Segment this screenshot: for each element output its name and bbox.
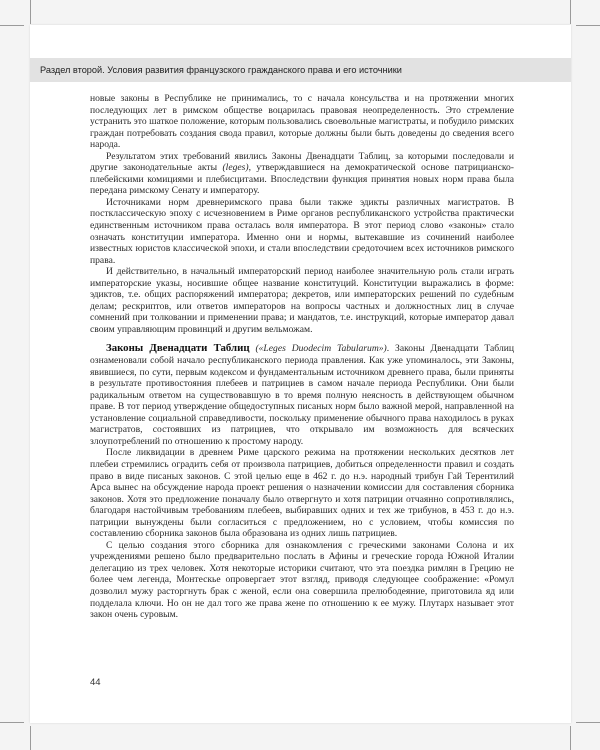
paragraph-2-leges: (leges) (222, 162, 249, 174)
crop-mark-bottom-left-h (0, 722, 24, 723)
section-heading-latin: («Leges Duodecim Tabularum») (255, 343, 387, 355)
running-header (30, 58, 571, 82)
paragraph-3: Источниками норм древнеримского права были также эдикты различных магистратов. В постклассическую эпоху с исчезновением в Риме органов республиканского устройства практически единственным источником права осталась воля императора. В этот период слово «законы» стало означать конституции императора. Именно они и нормы, вытекавшие из сочинений наиболее известных юристов классической эпохи, и стали впоследствии средоточием всех источников римского права. (90, 196, 514, 266)
book-page (30, 25, 571, 723)
crop-mark-top-left-h (0, 25, 24, 26)
paragraph-5-text: . Законы Двенадцати Таблиц ознаменовали собой начало республиканского периода правления. Как уже упоминалось, эти Законы, явившиеся, по сути, первым кодексом и фундаментальным источником древнего права, были приняты в результате противостояния плебеев и патрициев в самом начале периода Республики. Они были радикальным ответом на существовавшую в то время полную неясность в действующем обычном праве. В тот период утверждение общедоступных писаных норм было важной мерой, направленной на установление социальной справедливости, поскольку применение обычного права находилось в руках магистратов, состоявших из патрициев, что открывало им возможность для всяческих злоупотреблений по отношению к простому народу. (90, 343, 514, 447)
running-header-title: Раздел второй. Условия развития французского гражданского права и его источники (40, 65, 402, 75)
paragraph-2-text-a: Результатом этих требований явились Законы Двенадцати Таблиц, за которыми последовали и другие законодательные акты (90, 150, 514, 174)
crop-mark-top-right-h (576, 25, 600, 26)
page-body (90, 93, 514, 658)
paragraph-7: С целью создания этого сборника для ознакомления с греческими законами Солона и их учреждениями решено было предварительно послать в Афины и греческие города Южной Италии делегацию из трех человек. Хотя некоторые историки считают, что эта поездка римлян в Грецию не более чем легенда, Монтескье опровергает этот взгляд, приводя следующее соображение: «Ромул дозволил мужу расторгнуть брак с женой, если она совершила прелюбодеяние, приготовила яд или подделала ключи. Но он не дал того же права жене по отношению к ее мужу. Плутарх называет этот закон очень суровым. (90, 539, 514, 621)
paragraph-4: И действительно, в начальный императорский период наиболее значительную роль стали играть императорские указы, носившие общее название конституций. Конституции выражались в форме: эдиктов, т.е. общих распоряжений императора; декретов, или императорских решений по судебным делам; рескриптов, или ответов императоров на вопросы частных и должностных лиц в случае сомнений при толковании и применении права; и мандатов, т.е. инструкций, которые император давал своим управляющим провинций и другим вельможам. (90, 266, 514, 335)
paragraph-2 (90, 151, 514, 197)
crop-mark-top-left-v (30, 0, 31, 24)
crop-mark-bottom-left-v (30, 726, 31, 750)
section-heading: Законы Двенадцати Таблиц (106, 342, 250, 355)
page-number: 44 (90, 677, 101, 688)
paragraph-2-text-b: , утверждавшиеся на демократической основе патрицианско-плебейскими комициями и плебисцитами. Впоследствии функция принятия новых норм права была передана римскому Сенату и императору. (90, 162, 514, 197)
paragraph-1: новые законы в Республике не принимались, то с начала консульства и на протяжении многих последующих лет в римском обществе воцарилась правовая неопределенность. Это стремление устранить это шаткое положение, которым пользовались своевольные магистраты, и побудило римских граждан потребовать создания свода правил, которые должны были быть доведены до сведения всего народа. (90, 93, 514, 151)
paragraph-6: После ликвидации в древнем Риме царского режима на протяжении нескольких десятков лет плебеи стремились оградить себя от произвола патрициев, добиться определенности правил и создать право в виде писаных законов. С этой целью еще в 462 г. до н.э. народный трибун Гай Терентилий Арса вынес на обсуждение народа проект решения о назначении комиссии для составления сборника законов. Хотя это предложение поначалу было отвергнуто и хотя патриции отчаянно сопротивлялись, благодаря настойчивым требованиям плебеев, выбиравших одних и тех же трибунов, в 453 г. до н.э. патриции вынуждены были согласиться с предложением, но с условием, чтобы комиссия по составлению сборника законов была образована из одних лишь патрициев. (90, 447, 514, 540)
paragraph-twelve-tables (90, 343, 514, 447)
crop-mark-top-right-v (570, 0, 571, 24)
crop-mark-bottom-right-v (570, 726, 571, 750)
crop-mark-bottom-right-h (576, 722, 600, 723)
